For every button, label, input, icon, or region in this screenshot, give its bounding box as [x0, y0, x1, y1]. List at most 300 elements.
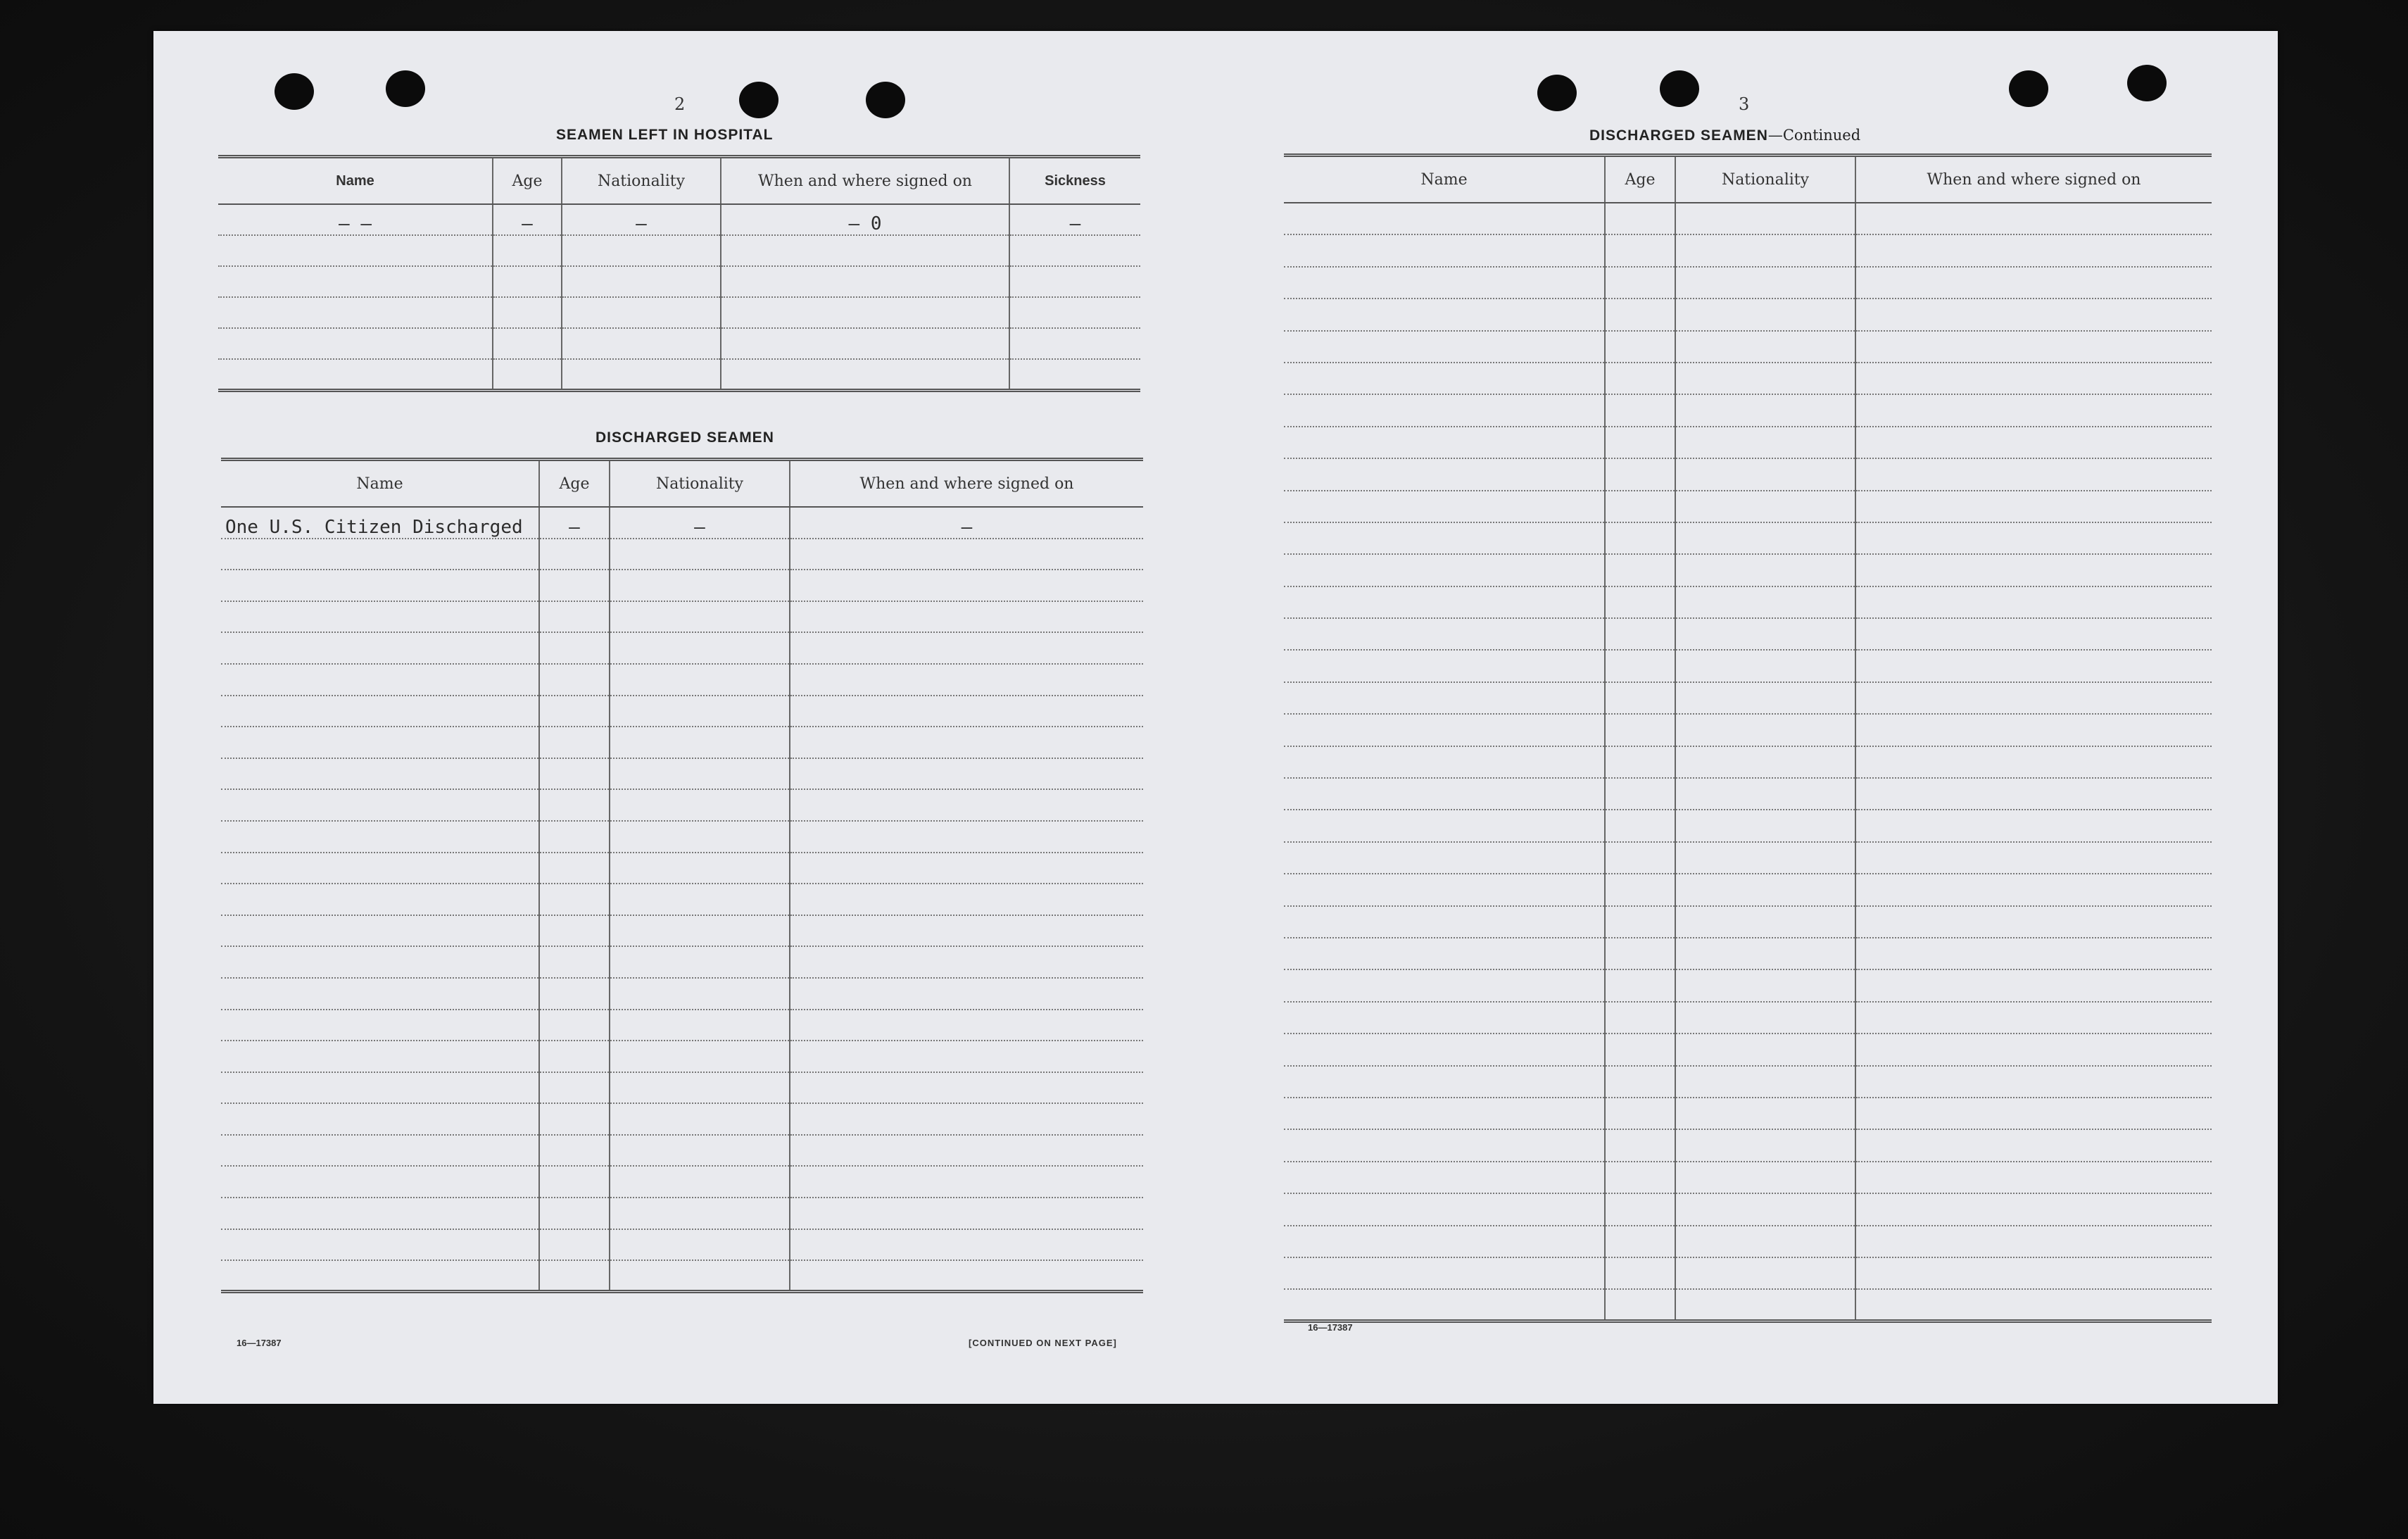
column-header: Name — [221, 460, 539, 508]
table-cell — [539, 601, 610, 633]
table-cell — [1605, 746, 1675, 778]
table-cell — [790, 664, 1143, 696]
table-cell — [493, 359, 562, 390]
table-cell — [790, 570, 1143, 601]
table-cell — [539, 1103, 610, 1135]
table-cell — [539, 978, 610, 1010]
table-cell — [221, 1135, 539, 1167]
discharged-continued-title-main: DISCHARGED SEAMEN — [1589, 127, 1768, 144]
table-cell — [1855, 522, 2212, 554]
form-number-left: 16—17387 — [237, 1338, 282, 1348]
table-cell — [1284, 714, 1605, 746]
punch-hole-icon — [1537, 75, 1577, 111]
table-cell — [221, 946, 539, 978]
table-cell — [1855, 1162, 2212, 1193]
table-cell — [221, 1166, 539, 1198]
table-cell — [539, 1072, 610, 1104]
table-cell — [221, 539, 539, 570]
table-cell — [221, 978, 539, 1010]
discharged-section-title: DISCHARGED SEAMEN — [595, 429, 774, 446]
table-row — [218, 359, 1140, 390]
table-row — [221, 853, 1143, 884]
table-cell — [1675, 1002, 1855, 1034]
table-row — [1284, 618, 2212, 650]
table-cell — [790, 632, 1143, 664]
table-cell: – — [610, 507, 790, 539]
table-cell — [1605, 1226, 1675, 1257]
table-cell — [1605, 1289, 1675, 1321]
table-cell — [790, 1166, 1143, 1198]
table-cell — [1605, 299, 1675, 330]
table-cell — [1675, 969, 1855, 1001]
table-cell — [562, 328, 721, 359]
table-cell — [218, 328, 493, 359]
table-cell — [1284, 842, 1605, 874]
table-cell — [221, 1072, 539, 1104]
table-cell — [721, 235, 1009, 266]
table-cell — [1284, 778, 1605, 810]
table-cell — [1855, 1066, 2212, 1098]
table-cell — [1855, 458, 2212, 490]
table-cell — [1675, 267, 1855, 299]
punch-hole-icon — [1660, 70, 1699, 107]
table-row — [1284, 299, 2212, 330]
table-cell — [1284, 1289, 1605, 1321]
table-cell — [1675, 618, 1855, 650]
table-cell — [1284, 1034, 1605, 1065]
punch-hole-icon — [739, 82, 778, 118]
table-cell — [790, 1260, 1143, 1292]
table-row — [221, 915, 1143, 947]
table-cell — [1675, 714, 1855, 746]
table-cell — [1284, 1002, 1605, 1034]
table-cell — [610, 1260, 790, 1292]
table-cell — [790, 539, 1143, 570]
table-cell — [539, 1010, 610, 1041]
table-cell — [1284, 427, 1605, 458]
table-cell — [610, 1041, 790, 1072]
table-cell — [790, 1135, 1143, 1167]
table-cell — [539, 696, 610, 727]
table-cell: One U.S. Citizen Discharged — [221, 507, 539, 539]
table-cell — [1284, 906, 1605, 938]
table-cell — [1675, 234, 1855, 266]
table-cell — [562, 297, 721, 328]
table-cell — [1284, 1098, 1605, 1129]
table-cell — [790, 821, 1143, 853]
table-cell — [1605, 1002, 1675, 1034]
table-cell — [1855, 938, 2212, 969]
punch-hole-icon — [275, 73, 314, 110]
table-cell — [790, 946, 1143, 978]
table-cell — [1855, 203, 2212, 234]
table-cell — [539, 853, 610, 884]
table-cell — [221, 601, 539, 633]
table-cell — [1284, 554, 1605, 586]
table-cell — [221, 884, 539, 915]
table-cell — [1605, 906, 1675, 938]
table-cell — [539, 570, 610, 601]
table-cell — [1855, 427, 2212, 458]
discharged-table — [221, 458, 1143, 1293]
table-cell — [721, 266, 1009, 297]
table-row — [221, 1072, 1143, 1104]
table-row — [221, 1135, 1143, 1167]
table-cell — [1855, 969, 2212, 1001]
table-row — [1284, 1034, 2212, 1065]
table-row — [1284, 1098, 2212, 1129]
column-header: When and where signed on — [1855, 156, 2212, 203]
punch-hole-icon — [386, 70, 425, 107]
table-cell — [1675, 363, 1855, 394]
column-header: Name — [218, 157, 493, 205]
table-row — [1284, 810, 2212, 841]
table-cell — [610, 1135, 790, 1167]
table-cell — [1855, 778, 2212, 810]
table-cell — [1284, 331, 1605, 363]
discharged-continued-title — [1589, 127, 1860, 144]
table-row — [221, 821, 1143, 853]
table-row — [221, 632, 1143, 664]
table-cell — [1605, 842, 1675, 874]
table-cell — [721, 297, 1009, 328]
table-cell — [610, 853, 790, 884]
table-row — [1284, 746, 2212, 778]
table-cell — [790, 758, 1143, 790]
table-cell — [1675, 778, 1855, 810]
table-row — [1284, 203, 2212, 234]
table-cell — [1605, 491, 1675, 522]
table-cell — [539, 632, 610, 664]
table-cell — [610, 1103, 790, 1135]
page-number-left: 2 — [674, 94, 686, 114]
table-row — [221, 570, 1143, 601]
table-cell — [610, 727, 790, 758]
table-row — [1284, 1002, 2212, 1034]
table-cell: – — [493, 204, 562, 235]
table-cell — [1605, 267, 1675, 299]
table-cell — [1855, 586, 2212, 618]
table-row — [1284, 714, 2212, 746]
table-cell — [1855, 1098, 2212, 1129]
table-row — [221, 507, 1143, 539]
column-header: Age — [1605, 156, 1675, 203]
table-row — [218, 235, 1140, 266]
table-cell — [1855, 810, 2212, 841]
table-row — [1284, 650, 2212, 681]
table-row — [1284, 1289, 2212, 1321]
table-cell — [1605, 394, 1675, 426]
table-cell — [1284, 1193, 1605, 1225]
table-cell — [221, 1041, 539, 1072]
table-cell — [1605, 363, 1675, 394]
table-row — [1284, 969, 2212, 1001]
table-cell — [1284, 1129, 1605, 1161]
table-cell — [1855, 363, 2212, 394]
table-row — [221, 758, 1143, 790]
table-cell — [1605, 522, 1675, 554]
table-row — [1284, 267, 2212, 299]
table-cell — [1284, 1226, 1605, 1257]
table-cell — [1855, 1257, 2212, 1289]
table-cell — [1605, 554, 1675, 586]
table-cell — [610, 946, 790, 978]
table-cell — [1855, 1129, 2212, 1161]
table-cell — [1675, 842, 1855, 874]
table-cell — [1009, 297, 1140, 328]
table-cell — [1284, 234, 1605, 266]
table-cell — [1605, 714, 1675, 746]
table-cell — [1855, 618, 2212, 650]
table-row — [221, 789, 1143, 821]
table-cell — [610, 696, 790, 727]
table-cell — [1284, 491, 1605, 522]
page-number-right: 3 — [1739, 94, 1750, 114]
table-cell — [790, 1010, 1143, 1041]
table-cell — [493, 328, 562, 359]
table-cell — [1284, 203, 1605, 234]
table-cell — [1675, 491, 1855, 522]
table-cell — [610, 915, 790, 947]
table-cell — [1855, 331, 2212, 363]
table-row — [1284, 427, 2212, 458]
table-cell — [1855, 1226, 2212, 1257]
table-cell — [610, 570, 790, 601]
table-cell — [1605, 778, 1675, 810]
column-header: Sickness — [1009, 157, 1140, 205]
table-cell — [1675, 906, 1855, 938]
table-row — [221, 664, 1143, 696]
table-cell — [539, 789, 610, 821]
table-cell — [790, 1229, 1143, 1261]
table-row — [1284, 1193, 2212, 1225]
table-cell — [610, 1166, 790, 1198]
table-row — [1284, 394, 2212, 426]
table-row — [221, 946, 1143, 978]
table-cell — [1605, 874, 1675, 905]
table-cell — [218, 297, 493, 328]
table-cell — [221, 758, 539, 790]
table-cell — [221, 632, 539, 664]
table-cell — [1284, 1257, 1605, 1289]
table-cell — [221, 664, 539, 696]
table-cell — [1855, 746, 2212, 778]
table-row — [1284, 586, 2212, 618]
table-cell — [1284, 746, 1605, 778]
table-cell — [1675, 1226, 1855, 1257]
table-cell — [1855, 1034, 2212, 1065]
table-cell — [721, 359, 1009, 390]
table-cell — [493, 297, 562, 328]
table-row — [1284, 491, 2212, 522]
table-cell — [610, 632, 790, 664]
table-cell — [1855, 906, 2212, 938]
table-cell: – — [562, 204, 721, 235]
table-cell — [1284, 458, 1605, 490]
table-cell: – 0 — [721, 204, 1009, 235]
table-cell — [790, 978, 1143, 1010]
table-cell — [539, 664, 610, 696]
table-cell — [539, 1135, 610, 1167]
table-row — [221, 1260, 1143, 1292]
table-cell — [539, 1041, 610, 1072]
table-row — [218, 297, 1140, 328]
table-row — [221, 1010, 1143, 1041]
table-row — [221, 1198, 1143, 1229]
table-cell — [539, 1198, 610, 1229]
table-cell — [1284, 969, 1605, 1001]
table-cell — [221, 789, 539, 821]
table-cell — [1675, 682, 1855, 714]
table-cell — [221, 1010, 539, 1041]
document-sheet — [153, 31, 2278, 1404]
table-row — [221, 1041, 1143, 1072]
table-row — [1284, 1226, 2212, 1257]
table-cell — [790, 1041, 1143, 1072]
table-row — [1284, 682, 2212, 714]
table-cell — [1675, 203, 1855, 234]
table-cell — [1605, 331, 1675, 363]
table-cell — [221, 853, 539, 884]
table-row — [1284, 554, 2212, 586]
table-cell — [1675, 874, 1855, 905]
table-cell — [1284, 522, 1605, 554]
table-cell — [221, 696, 539, 727]
table-row — [1284, 458, 2212, 490]
punch-hole-icon — [2009, 70, 2048, 107]
table-cell — [610, 539, 790, 570]
table-cell — [1855, 682, 2212, 714]
table-cell — [790, 1072, 1143, 1104]
table-row — [1284, 778, 2212, 810]
table-cell — [1009, 359, 1140, 390]
table-cell — [539, 539, 610, 570]
table-cell — [790, 1103, 1143, 1135]
table-cell — [221, 915, 539, 947]
table-cell — [610, 1010, 790, 1041]
table-cell — [221, 570, 539, 601]
table-cell — [1284, 394, 1605, 426]
table-cell — [1675, 746, 1855, 778]
table-cell — [1855, 554, 2212, 586]
table-row — [221, 1229, 1143, 1261]
table-cell — [1675, 331, 1855, 363]
table-cell — [221, 1229, 539, 1261]
table-cell — [790, 884, 1143, 915]
table-cell — [721, 328, 1009, 359]
table-cell — [790, 853, 1143, 884]
table-cell — [790, 601, 1143, 633]
table-cell — [221, 821, 539, 853]
table-row — [1284, 363, 2212, 394]
column-header: Age — [539, 460, 610, 508]
table-row — [221, 727, 1143, 758]
table-cell — [610, 1072, 790, 1104]
table-cell — [1855, 1193, 2212, 1225]
table-cell — [1284, 618, 1605, 650]
table-cell: – — [539, 507, 610, 539]
table-cell — [539, 946, 610, 978]
column-header: When and where signed on — [790, 460, 1143, 508]
table-cell — [1675, 1066, 1855, 1098]
table-cell — [1605, 1066, 1675, 1098]
hospital-section-title: SEAMEN LEFT IN HOSPITAL — [556, 127, 774, 143]
table-cell — [1284, 1066, 1605, 1098]
table-cell — [1605, 203, 1675, 234]
table-row — [1284, 234, 2212, 266]
column-header: When and where signed on — [721, 157, 1009, 205]
table-row — [218, 328, 1140, 359]
table-cell — [562, 266, 721, 297]
column-header: Nationality — [1675, 156, 1855, 203]
table-cell — [1855, 1002, 2212, 1034]
table-cell — [1605, 618, 1675, 650]
table-row — [221, 539, 1143, 570]
table-cell — [610, 884, 790, 915]
table-cell — [1605, 1034, 1675, 1065]
table-cell — [1855, 874, 2212, 905]
table-cell — [1605, 427, 1675, 458]
column-header: Nationality — [610, 460, 790, 508]
table-cell — [610, 758, 790, 790]
table-row — [221, 884, 1143, 915]
table-cell — [1855, 234, 2212, 266]
table-row — [221, 1103, 1143, 1135]
column-header: Age — [493, 157, 562, 205]
table-cell — [1675, 394, 1855, 426]
hospital-table — [218, 155, 1140, 392]
table-cell — [562, 359, 721, 390]
table-cell — [539, 1166, 610, 1198]
table-cell — [1605, 1129, 1675, 1161]
table-cell — [790, 696, 1143, 727]
table-cell — [493, 235, 562, 266]
table-cell — [1675, 1193, 1855, 1225]
table-cell — [610, 978, 790, 1010]
table-cell — [221, 1103, 539, 1135]
table-cell — [1675, 1098, 1855, 1129]
table-cell — [1855, 842, 2212, 874]
table-cell — [1605, 1098, 1675, 1129]
table-cell — [1605, 234, 1675, 266]
table-cell — [1855, 299, 2212, 330]
table-cell — [1675, 522, 1855, 554]
table-cell — [610, 601, 790, 633]
table-cell — [610, 1198, 790, 1229]
table-cell — [1605, 1257, 1675, 1289]
table-row — [1284, 842, 2212, 874]
table-row — [1284, 906, 2212, 938]
table-cell — [1855, 1289, 2212, 1321]
table-cell — [1675, 938, 1855, 969]
table-cell — [1605, 1193, 1675, 1225]
form-number-right: 16—17387 — [1308, 1322, 1353, 1333]
table-cell — [1675, 427, 1855, 458]
table-cell — [1284, 682, 1605, 714]
table-cell — [1605, 810, 1675, 841]
table-cell — [539, 915, 610, 947]
table-row — [1284, 874, 2212, 905]
table-row — [1284, 522, 2212, 554]
table-cell — [1605, 586, 1675, 618]
table-row — [221, 601, 1143, 633]
table-row — [221, 696, 1143, 727]
table-cell — [1284, 874, 1605, 905]
table-cell — [1675, 1129, 1855, 1161]
table-cell — [1284, 810, 1605, 841]
table-cell — [539, 1260, 610, 1292]
table-cell — [1284, 1162, 1605, 1193]
